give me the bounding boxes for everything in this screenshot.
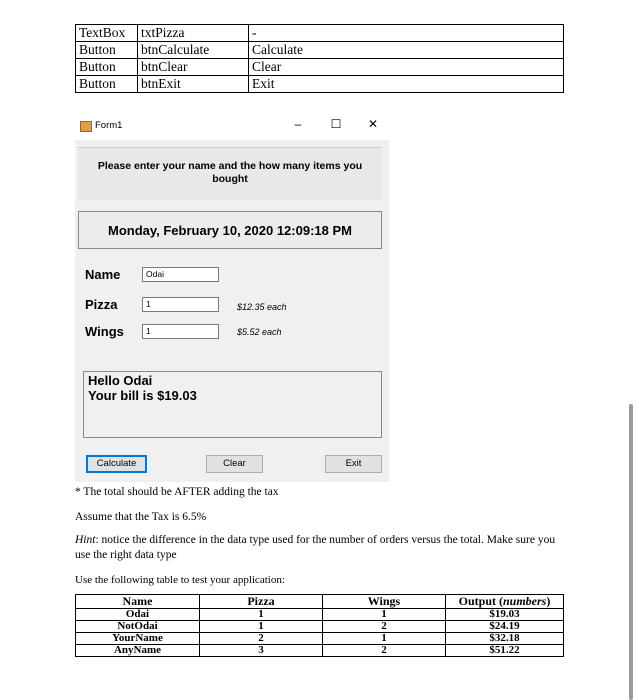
- date-label: Monday, February 10, 2020 12:09:18 PM: [108, 223, 352, 238]
- table-cell: $51.22: [446, 645, 564, 657]
- table-cell: 2: [323, 645, 446, 657]
- table-row: [76, 25, 564, 42]
- calculate-button[interactable]: Calculate: [86, 455, 147, 473]
- date-panel: [78, 211, 382, 249]
- table-cell: Exit: [249, 76, 564, 93]
- hint-text: : notice the difference in the data type used for the number of orders versus the total. Make sure you use the right data type: [75, 534, 556, 561]
- table-row: [76, 609, 564, 621]
- hint-label: Hint: [75, 534, 96, 546]
- wings-label: Wings: [85, 324, 124, 339]
- table-cell: Button: [76, 42, 138, 59]
- table-cell: $19.03: [446, 609, 564, 621]
- output-header-text: Output (: [458, 594, 503, 608]
- table-cell: 2: [200, 633, 323, 645]
- column-header: Wings: [323, 595, 446, 609]
- pizza-price: $12.35 each: [237, 302, 287, 312]
- close-icon[interactable]: ✕: [367, 117, 379, 131]
- clear-button[interactable]: Clear: [206, 455, 263, 473]
- table-cell: -: [249, 25, 564, 42]
- pizza-input[interactable]: 1: [142, 297, 219, 312]
- table-row: [76, 645, 564, 657]
- table-cell: AnyName: [76, 645, 200, 657]
- controls-table: [75, 24, 564, 93]
- column-header: Pizza: [200, 595, 323, 609]
- bill-label: Your bill is $19.03: [88, 388, 197, 403]
- title-bar: [75, 114, 389, 140]
- table-cell: btnExit: [138, 76, 249, 93]
- table-row: [76, 76, 564, 93]
- column-header: Name: [76, 595, 200, 609]
- table-row: [76, 621, 564, 633]
- table-cell: Calculate: [249, 42, 564, 59]
- table-cell: Odai: [76, 609, 200, 621]
- prompt-panel: [78, 147, 382, 200]
- output-header-italic: numbers: [502, 594, 547, 608]
- output-header-close: ): [546, 594, 551, 608]
- table-cell: Clear: [249, 59, 564, 76]
- result-panel: [83, 371, 382, 438]
- table-cell: btnCalculate: [138, 42, 249, 59]
- form-window: [75, 114, 389, 482]
- table-cell: TextBox: [76, 25, 138, 42]
- maximize-icon[interactable]: ☐: [330, 117, 342, 131]
- hint-paragraph: [75, 533, 564, 563]
- table-cell: 1: [200, 609, 323, 621]
- table-cell: YourName: [76, 633, 200, 645]
- table-cell: 1: [200, 621, 323, 633]
- greeting-label: Hello Odai: [88, 373, 153, 388]
- table-cell: Button: [76, 76, 138, 93]
- table-row: [76, 633, 564, 645]
- total-note: * The total should be AFTER adding the tax: [75, 486, 279, 498]
- table-cell: $24.19: [446, 621, 564, 633]
- table-cell: 1: [323, 609, 446, 621]
- pizza-label: Pizza: [85, 297, 118, 312]
- name-label: Name: [85, 267, 121, 282]
- name-input[interactable]: Odai: [142, 267, 219, 282]
- table-row: [76, 42, 564, 59]
- test-table: [75, 594, 564, 657]
- table-cell: NotOdai: [76, 621, 200, 633]
- wings-input[interactable]: 1: [142, 324, 219, 339]
- table-header-row: [76, 595, 564, 609]
- table-cell: 2: [323, 621, 446, 633]
- prompt-label: Please enter your name and the how many items you bought: [97, 160, 363, 185]
- table-cell: btnClear: [138, 59, 249, 76]
- table-cell: 1: [323, 633, 446, 645]
- exit-button[interactable]: Exit: [325, 455, 382, 473]
- table-cell: $32.18: [446, 633, 564, 645]
- table-row: [76, 59, 564, 76]
- window-title: Form1: [95, 120, 123, 131]
- table-cell: Button: [76, 59, 138, 76]
- minimize-icon[interactable]: –: [294, 117, 302, 131]
- table-cell: txtPizza: [138, 25, 249, 42]
- scrollbar[interactable]: [629, 404, 633, 700]
- tax-note: Assume that the Tax is 6.5%: [75, 511, 207, 523]
- form-app-icon: [80, 121, 92, 132]
- wings-price: $5.52 each: [237, 327, 282, 337]
- column-header: [446, 595, 564, 609]
- table-cell: 3: [200, 645, 323, 657]
- table-intro: Use the following table to test your application:: [75, 574, 285, 586]
